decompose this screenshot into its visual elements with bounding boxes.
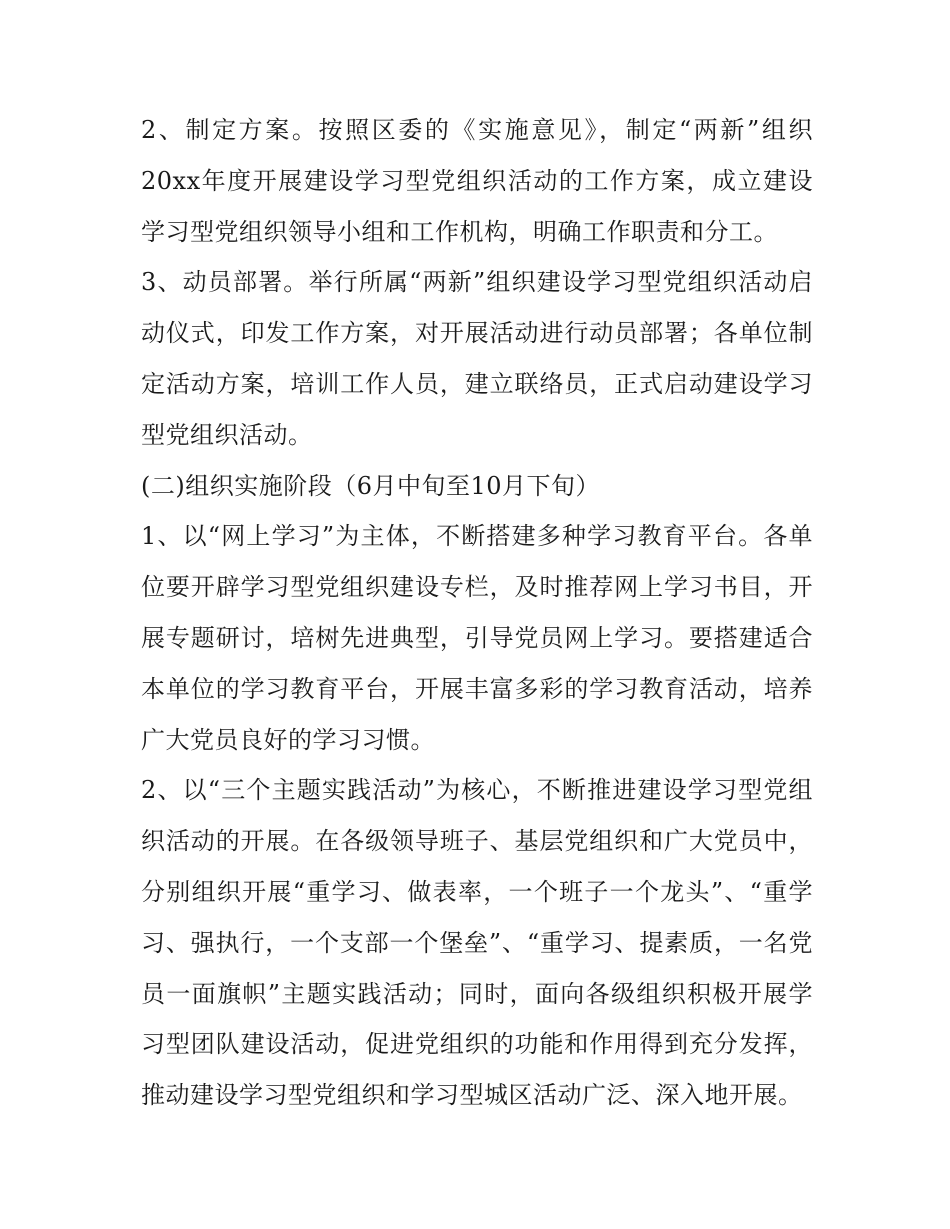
- paragraph-practice-activities: 2、以“三个主题实践活动”为核心，不断推进建设学习型党组织活动的开展。在各级领导班子、基层党组织和广大党员中，分别组织开展“重学习、做表率，一个班子一个龙头”、“重学习、强执行，一个支部一个堡垒”、“重学习、提素质，一名党员一面旗帜”主题实践活动；同时，面向各级组织积极开展学习型团队建设活动，促进党组织的功能和作用得到充分发挥，推动建设学习型党组织和学习型城区活动广泛、深入地开展。: [141, 776, 813, 1110]
- paragraph-plan: 2、制定方案。按照区委的《实施意见》，制定“两新”组织20xx年度开展建设学习型党组织活动的工作方案，成立建设学习型党组织领导小组和工作机构，明确工作职责和分工。: [141, 116, 813, 246]
- paragraph-online-learning: 1、以“网上学习”为主体，不断搭建多种学习教育平台。各单位要开辟学习型党组织建设专栏，及时推荐网上学习书目，开展专题研讨，培树先进典型，引导党员网上学习。要搭建适合本单位的学习教育平台，开展丰富多彩的学习教育活动，培养广大党员良好的学习习惯。: [141, 522, 813, 754]
- document-page: [141, 105, 813, 1121]
- section-heading-implementation: (二)组织实施阶段（6月中旬至10月下旬）: [141, 471, 601, 500]
- paragraph-mobilization: 3、动员部署。举行所属“两新”组织建设学习型党组织活动启动仪式，印发工作方案，对开展活动进行动员部署；各单位制定活动方案，培训工作人员，建立联络员，正式启动建设学习型党组织活动。: [141, 268, 813, 449]
